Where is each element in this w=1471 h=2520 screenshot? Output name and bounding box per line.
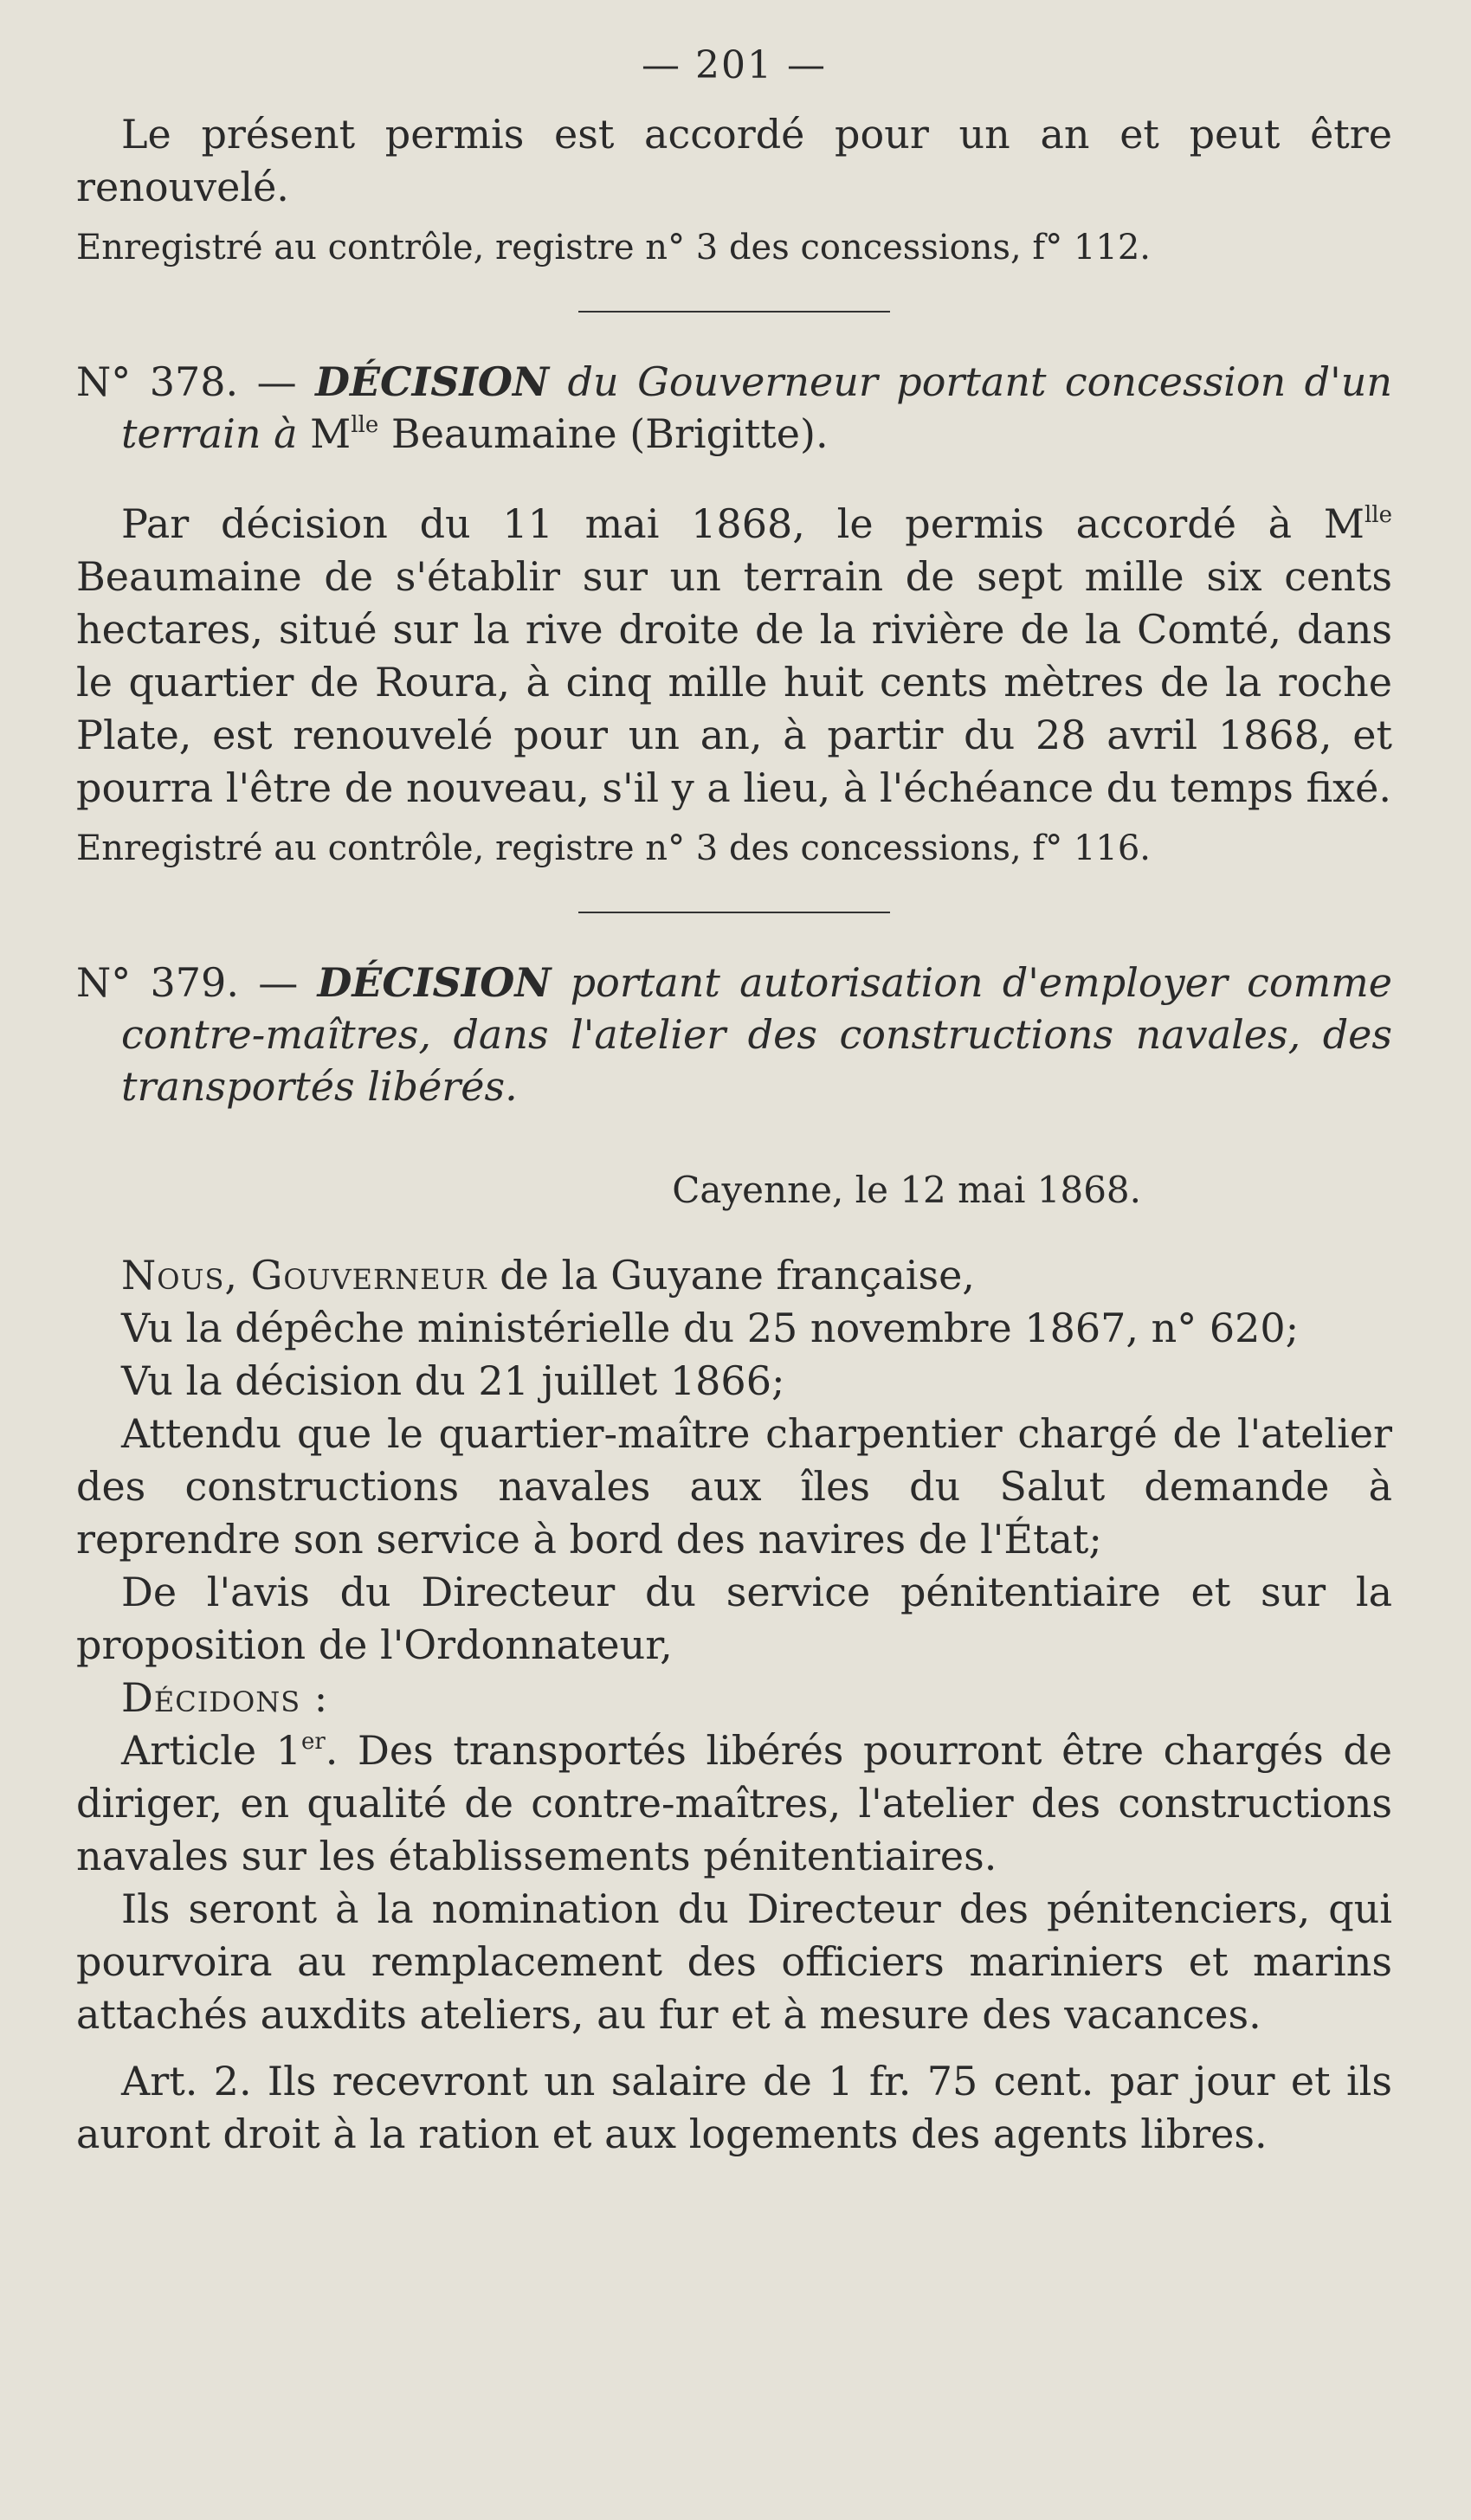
decision-378-body [76,498,1392,815]
decision-378-body-part2: Beaumaine de s'établir sur un terrain de sept mille six cents hectares, situé sur la rive droite de la rivière de la Comté, dans le quartier de Roura, à cinq mille huit cents mètres de la roche Plate, est renouvelé pour un an, à partir du 28 avril 1868, et pourra l'être de nouveau, s'il y a lieu, à l'échéance du temps fixé. [76,552,1392,811]
decision-378-body-part1: Par décision du 11 mai 1868, le permis accordé à [121,499,1293,547]
article-1-text: . Des transportés libérés pourront être chargés de diriger, en qualité de contre-maîtres, l'atelier des constructions navales sur les établissements pénitentiaires. [76,1726,1392,1879]
honorific-sup: lle [351,411,379,438]
article-2: Art. 2. Ils recevront un salaire de 1 fr. 75 cent. par jour et ils auront droit à la ration et aux logements des agents libres. [76,2057,1392,2157]
article-1 [76,1724,1392,1883]
article-1-paragraph-2: Ils seront à la nomination du Directeur des pénitenciers, qui pourvoira au remplacement des officiers mariniers et marins attachés auxdits ateliers, au fur et à mesure des vacances. [76,1885,1392,2038]
preamble-gouverneur: Gouverneur [250,1251,487,1299]
decision-378-number: N° 378. — [76,358,297,405]
avis-clause: De l'avis du Directeur du service pénitentiaire et sur la proposition de l'Ordonnateur, [76,1568,1392,1668]
decision-378-honorific [310,410,378,457]
vu-clause-1: Vu la dépêche ministérielle du 25 novembre 1867, n° 620; [121,1304,1300,1351]
decision-378-title-text: du Gouverneur portant concession d'un terrain à [121,358,1393,457]
section-divider [578,912,890,913]
document-page [76,43,1392,2161]
decision-378-kind: DÉCISION [315,358,550,405]
decision-378-name: Beaumaine (Brigitte). [390,409,829,457]
vu-clause-2: Vu la décision du 21 juillet 1866; [121,1357,785,1404]
honorific-m: M [310,409,352,457]
article-1-label: Article 1 [121,1726,301,1774]
decision-378-heading [76,356,1392,460]
decision-378-registration: Enregistré au contrôle, registre n° 3 des concessions, f° 116. [76,828,1152,868]
decision-379-number: N° 379. — [76,958,299,1006]
intro-paragraph: Le présent permis est accordé pour un an et peut être renouvelé. [76,110,1392,210]
preamble [76,1249,1392,1302]
decision-379-title-text: portant autorisation d'employer comme contre-maîtres, dans l'atelier des constructions navales, des transportés libérés. [121,958,1392,1110]
page-number: — 201 — [642,43,827,87]
section-divider [578,311,890,313]
body-honorific-sup: lle [1364,501,1392,528]
decision-379-heading [76,957,1392,1112]
intro-registration: Enregistré au contrôle, registre n° 3 des concessions, f° 112. [76,227,1152,267]
dateline: Cayenne, le 12 mai 1868. [672,1168,1141,1211]
decision-379-title [121,959,1392,1110]
article-1-sup: er [300,1728,326,1755]
decidons-heading: Décidons : [121,1673,329,1721]
body-honorific-m: M [1323,499,1365,547]
attendu-clause: Attendu que le quartier-maître charpentier chargé de l'atelier des constructions navales aux îles du Salut demande à reprendre son service à bord des navires de l'État; [76,1409,1392,1563]
decision-379-kind: DÉCISION [317,958,552,1006]
preamble-nous: Nous, [121,1251,238,1299]
preamble-rest: de la Guyane française, [500,1251,975,1299]
